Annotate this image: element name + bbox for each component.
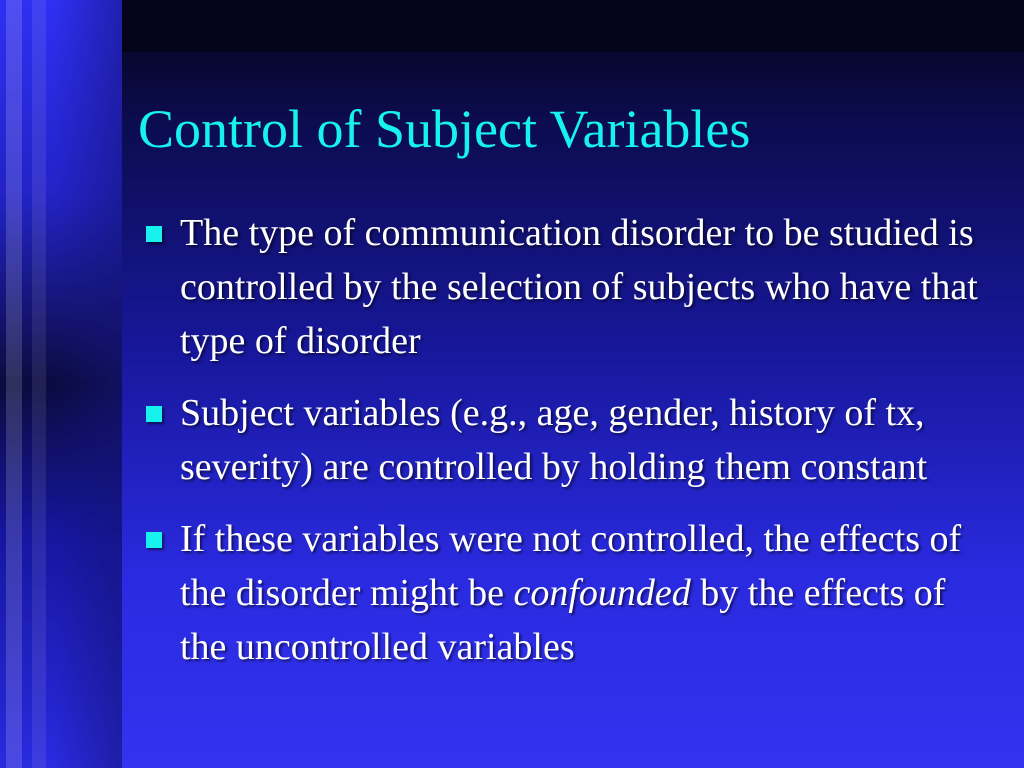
bullet-text-after: by the effects of the uncontrolled variables	[180, 572, 946, 668]
decorative-left-strip	[0, 0, 122, 768]
bullet-emphasis: confounded	[513, 572, 691, 614]
bullet-item	[138, 386, 998, 494]
bullet-item	[138, 512, 998, 674]
bullet-text: Subject variables (e.g., age, gender, history of tx, severity) are controlled by holding them constant	[180, 392, 928, 488]
bullet-item	[138, 206, 998, 368]
strip-shading	[0, 0, 122, 768]
square-bullet-icon	[146, 226, 162, 242]
slide-title: Control of Subject Variables	[138, 99, 751, 159]
bullet-text-before: If these variables were not controlled, the effects of the disorder might be	[180, 518, 962, 614]
top-dark-band	[122, 0, 1024, 52]
square-bullet-icon	[146, 532, 162, 548]
bullet-text: The type of communication disorder to be studied is controlled by the selection of subjects who have that type of disorder	[180, 212, 978, 362]
square-bullet-icon	[146, 406, 162, 422]
bullet-list	[138, 206, 998, 692]
